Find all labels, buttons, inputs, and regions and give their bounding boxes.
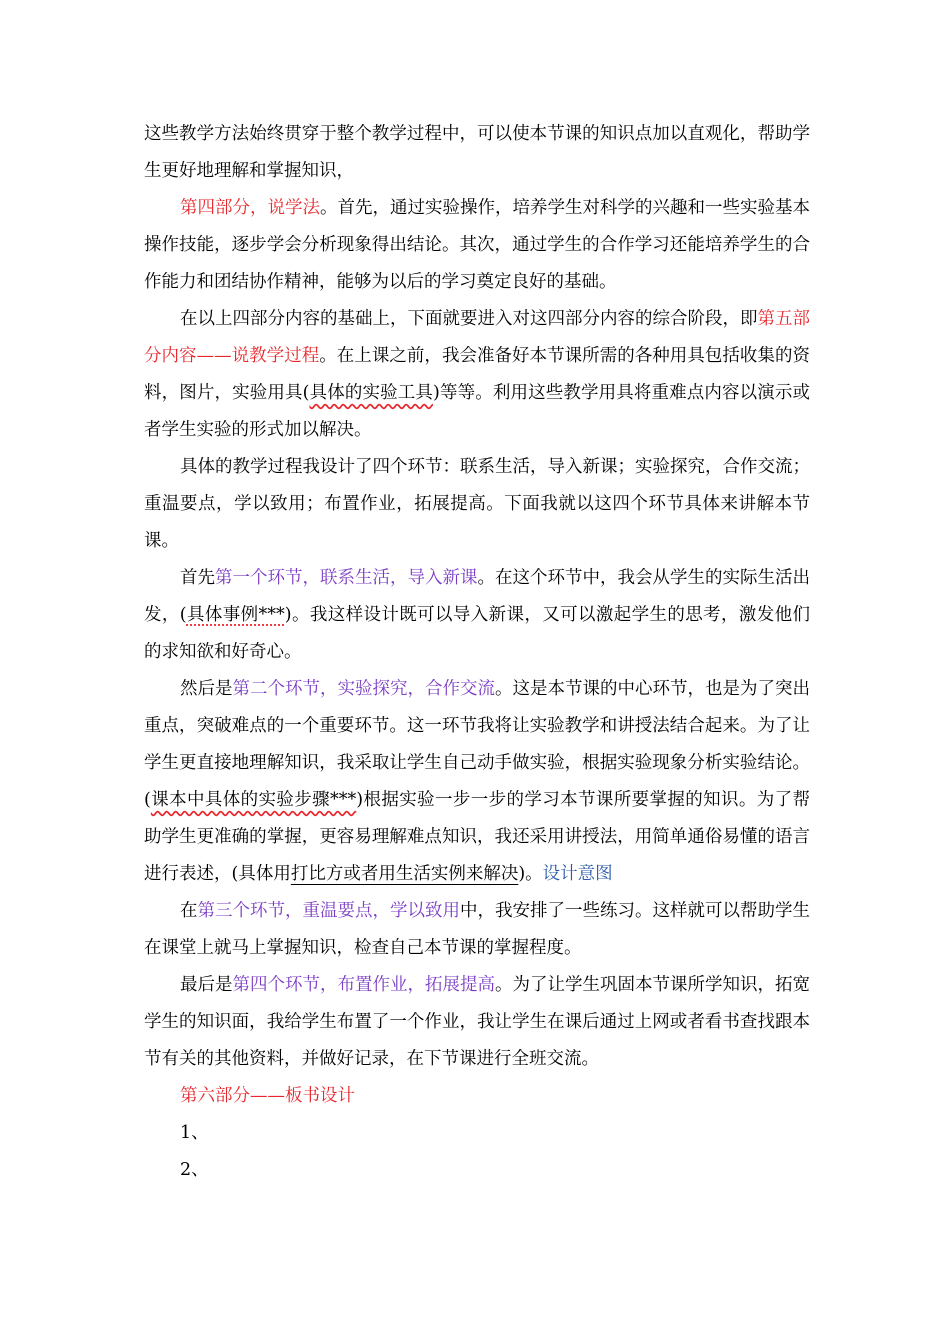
- paragraph-board-design: [144, 1078, 810, 1115]
- paragraph-step-4: [144, 967, 810, 1078]
- list-item-number: 2、: [180, 1160, 209, 1180]
- paragraph-text: 首先: [180, 568, 215, 588]
- paragraph-teaching-methods: [144, 116, 810, 190]
- step-title-1: 第一个环节，联系生活，导入新课: [215, 568, 478, 588]
- paragraph-learning-methods: [144, 190, 810, 301]
- section-heading-4: 第四部分，说学法: [180, 198, 320, 218]
- paragraph-text: 中，我安排了一些练习。这样就可以帮助学生在课堂上就马上掌握知识，检查自己本节课的掌握程度。: [144, 901, 810, 958]
- paragraph-text: 最后是: [180, 975, 233, 995]
- paragraph-text: 在以上四部分内容的基础上，下面就要进入对这四部分内容的综合阶段，即: [180, 309, 758, 329]
- paragraph-step-1: [144, 560, 810, 671]
- paragraph-text: 这些教学方法始终贯穿于整个教学过程中，可以使本节课的知识点加以直观化，帮助学生更好地理解和掌握知识，: [144, 124, 810, 181]
- step-title-4: 第四个环节，布置作业，拓展提高: [232, 975, 495, 995]
- paragraph-step-3: [144, 893, 810, 967]
- design-intent-note: 设计意图: [542, 864, 613, 884]
- section-heading-5: 第五部分内容——说教学过程: [144, 309, 810, 366]
- paragraph-text: )。: [518, 864, 543, 884]
- step-title-3: 第三个环节，重温要点，学以致用: [197, 901, 460, 921]
- paragraph-text: 。在上课之前，我会准备好本节课所需的各种用具包括收集的资料，图片，实验用具(: [144, 346, 810, 403]
- list-item: [144, 1115, 810, 1152]
- spellcheck-underlined-text: 课本中具体的实验步骤***: [150, 790, 357, 810]
- paragraph-step-2: [144, 671, 810, 893]
- spellcheck-underlined-text: 具体的实验工具: [309, 383, 434, 403]
- paragraph-text: 在: [180, 901, 198, 921]
- underlined-text: 打比方或者用生活实例来解决: [290, 864, 519, 884]
- paragraph-text: 。为了让学生巩固本节课所学知识，拓宽学生的知识面，我给学生布置了一个作业，我让学生在课后通过上网或者看书查找跟本节有关的其他资料，并做好记录，在下节课进行全班交流。: [144, 975, 810, 1069]
- paragraph-four-steps: [144, 449, 810, 560]
- paragraph-text: )等等。利用这些教学用具将重难点内容以演示或者学生实验的形式加以解决。: [144, 383, 811, 440]
- paragraph-text: 。在这个环节中，我会从学生的实际生活出发，(: [144, 568, 810, 625]
- paragraph-text: )。我这样设计既可以导入新课，又可以激起学生的思考，激发他们的求知欲和好奇心。: [144, 605, 811, 662]
- paragraph-text: 然后是: [180, 679, 233, 699]
- list-item: [144, 1152, 810, 1189]
- section-heading-6: 第六部分——板书设计: [180, 1086, 355, 1106]
- step-title-2: 第二个环节，实验探究，合作交流: [232, 679, 495, 699]
- list-item-number: 1、: [180, 1123, 209, 1143]
- paragraph-text: 。这是本节课的中心环节，也是为了突出重点，突破难点的一个重要环节。这一环节我将让实验教学和讲授法结合起来。为了让学生更直接地理解知识，我采取让学生自己动手做实验，根据实验现象分析实验结论。(: [144, 679, 810, 810]
- paragraph-text: 。首先，通过实验操作，培养学生对科学的兴趣和一些实验基本操作技能，逐步学会分析现象得出结论。其次，通过学生的合作学习还能培养学生的合作能力和团结协作精神，能够为以后的学习奠定良好的基础。: [144, 198, 810, 292]
- spellcheck-underlined-text: 具体事例***: [186, 605, 285, 625]
- paragraph-text: 具体的教学过程我设计了四个环节：联系生活，导入新课；实验探究，合作交流；重温要点，学以致用；布置作业，拓展提高。下面我就以这四个环节具体来讲解本节课。: [144, 457, 810, 551]
- paragraph-text: )根据实验一步一步的学习本节课所要掌握的知识。为了帮助学生更准确的掌握，更容易理解难点知识，我还采用讲授法，用简单通俗易懂的语言进行表述，(具体用: [144, 790, 811, 884]
- paragraph-teaching-process: [144, 301, 810, 449]
